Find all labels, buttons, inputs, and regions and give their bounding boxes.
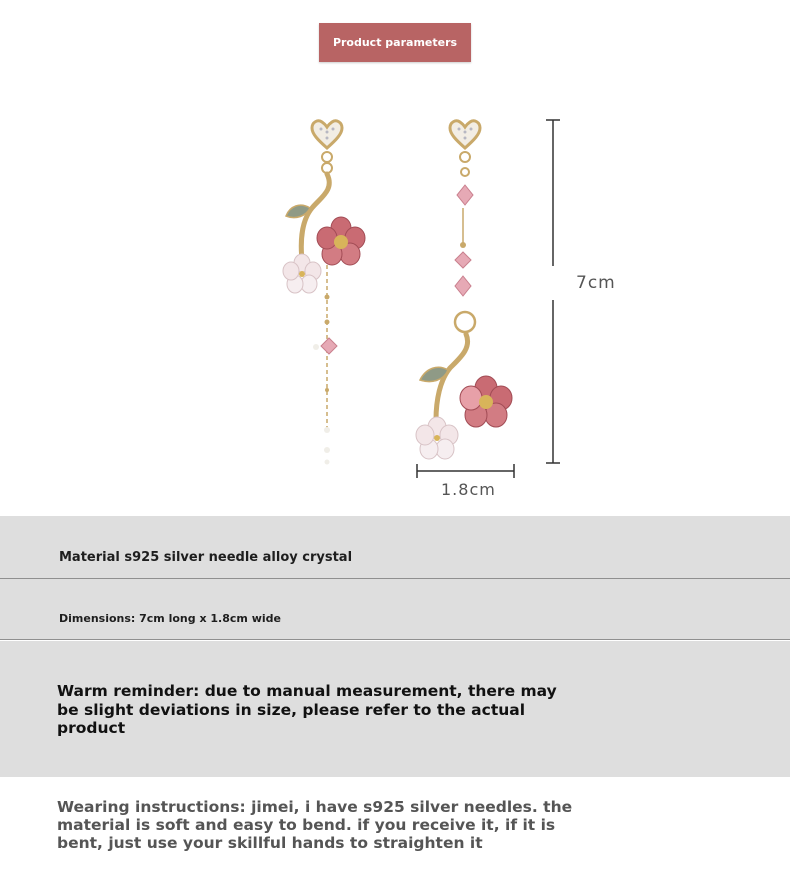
earrings-product-image [0,90,790,510]
heart-stud-icon [450,121,480,148]
height-label: 7cm [576,273,616,293]
wearing-instructions-text: Wearing instructions: jimei, i have s925 silver needles. the material is soft and easy to bend. if you receive it, if it is bent, just use your skillful hands to straighten it [57,798,573,852]
flower-icon [283,254,321,293]
width-measure-line [417,464,514,478]
crystal-bead-icon [455,276,471,296]
crystal-bead-icon [321,338,337,354]
material-text: Material s925 silver needle alloy crystal [59,550,353,565]
heart-stud-icon [312,121,342,148]
right-earring [416,121,512,459]
divider [0,639,790,640]
width-label: 1.8cm [441,480,496,499]
product-parameters-badge: Product parameters [319,23,471,62]
warm-reminder-text: Warm reminder: due to manual measurement, there may be slight deviations in size, please refer to the actual product [57,682,557,737]
dimensions-band [0,579,790,639]
height-measure-line [546,120,560,463]
dimensions-text: Dimensions: 7cm long x 1.8cm wide [59,612,281,625]
flower-icon [460,376,512,427]
crystal-bead-icon [457,185,473,205]
flower-icon [416,417,458,459]
left-earring [283,121,365,465]
flower-icon [317,217,365,265]
material-band [0,516,790,578]
crystal-bead-icon [455,252,471,268]
